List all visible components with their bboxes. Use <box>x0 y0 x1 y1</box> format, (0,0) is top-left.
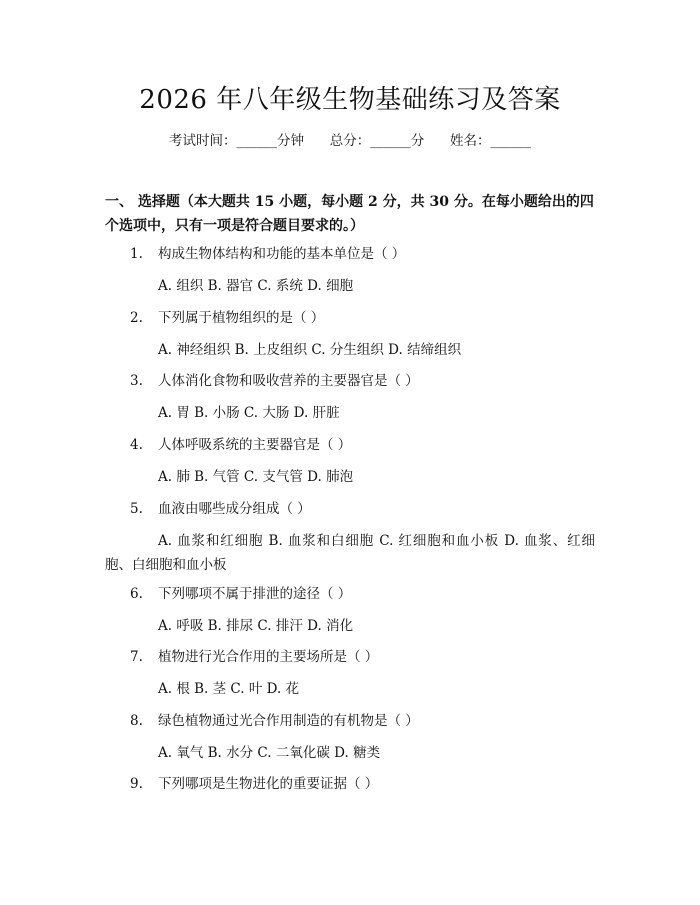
question-text: 血液由哪些成分组成（ ） <box>158 501 311 517</box>
section-heading: 一、 选择题（本大题共 15 小题，每小题 2 分，共 30 分。在每小题给出的四个选项中，只有一项是符合题目要求的。） <box>105 194 594 234</box>
question-text: 植物进行光合作用的主要场所是（ ） <box>158 649 379 665</box>
question-number: 4. <box>130 437 143 453</box>
question-number: 3. <box>130 373 143 389</box>
question-number: 7. <box>130 649 143 665</box>
question-3-options: A. 胃 B. 小肠 C. 大肠 D. 肝脏 <box>158 405 340 421</box>
question-number: 8. <box>130 713 143 729</box>
question-number: 9. <box>130 776 143 792</box>
question-text: 下列属于植物组织的是（ ） <box>158 310 325 326</box>
question-7-options: A. 根 B. 茎 C. 叶 D. 花 <box>158 681 300 697</box>
question-2-options: A. 神经组织 B. 上皮组织 C. 分生组织 D. 结缔组织 <box>158 342 462 358</box>
question-number: 5. <box>130 501 143 517</box>
question-text: 绿色植物通过光合作用制造的有机物是（ ） <box>158 713 419 729</box>
exam-info-line: 考试时间：______分钟 总分：______分 姓名：______ <box>169 133 531 149</box>
question-number: 6. <box>130 586 143 602</box>
question-number: 1. <box>130 246 143 262</box>
question-4-options: A. 肺 B. 气管 C. 支气管 D. 肺泡 <box>158 469 354 485</box>
question-text: 下列哪项是生物进化的重要证据（ ） <box>158 776 379 792</box>
question-text: 下列哪项不属于排泄的途径（ ） <box>158 586 352 602</box>
page-title: 2026 年八年级生物基础练习及答案 <box>139 85 561 115</box>
question-6-options: A. 呼吸 B. 排尿 C. 排汗 D. 消化 <box>158 618 354 634</box>
question-text: 构成生物体结构和功能的基本单位是（ ） <box>158 246 406 262</box>
question-text: 人体消化食物和吸收营养的主要器官是（ ） <box>158 373 419 389</box>
question-1-options: A. 组织 B. 器官 C. 系统 D. 细胞 <box>158 278 354 294</box>
question-number: 2. <box>130 310 143 326</box>
question-text: 人体呼吸系统的主要器官是（ ） <box>158 437 352 453</box>
question-8-options: A. 氧气 B. 水分 C. 二氧化碳 D. 糖类 <box>158 745 381 761</box>
question-5-options: A. 血浆和红细胞 B. 血浆和白细胞 C. 红细胞和血小板 D. 血浆、红细胞、白细胞和血小板 <box>105 533 595 573</box>
